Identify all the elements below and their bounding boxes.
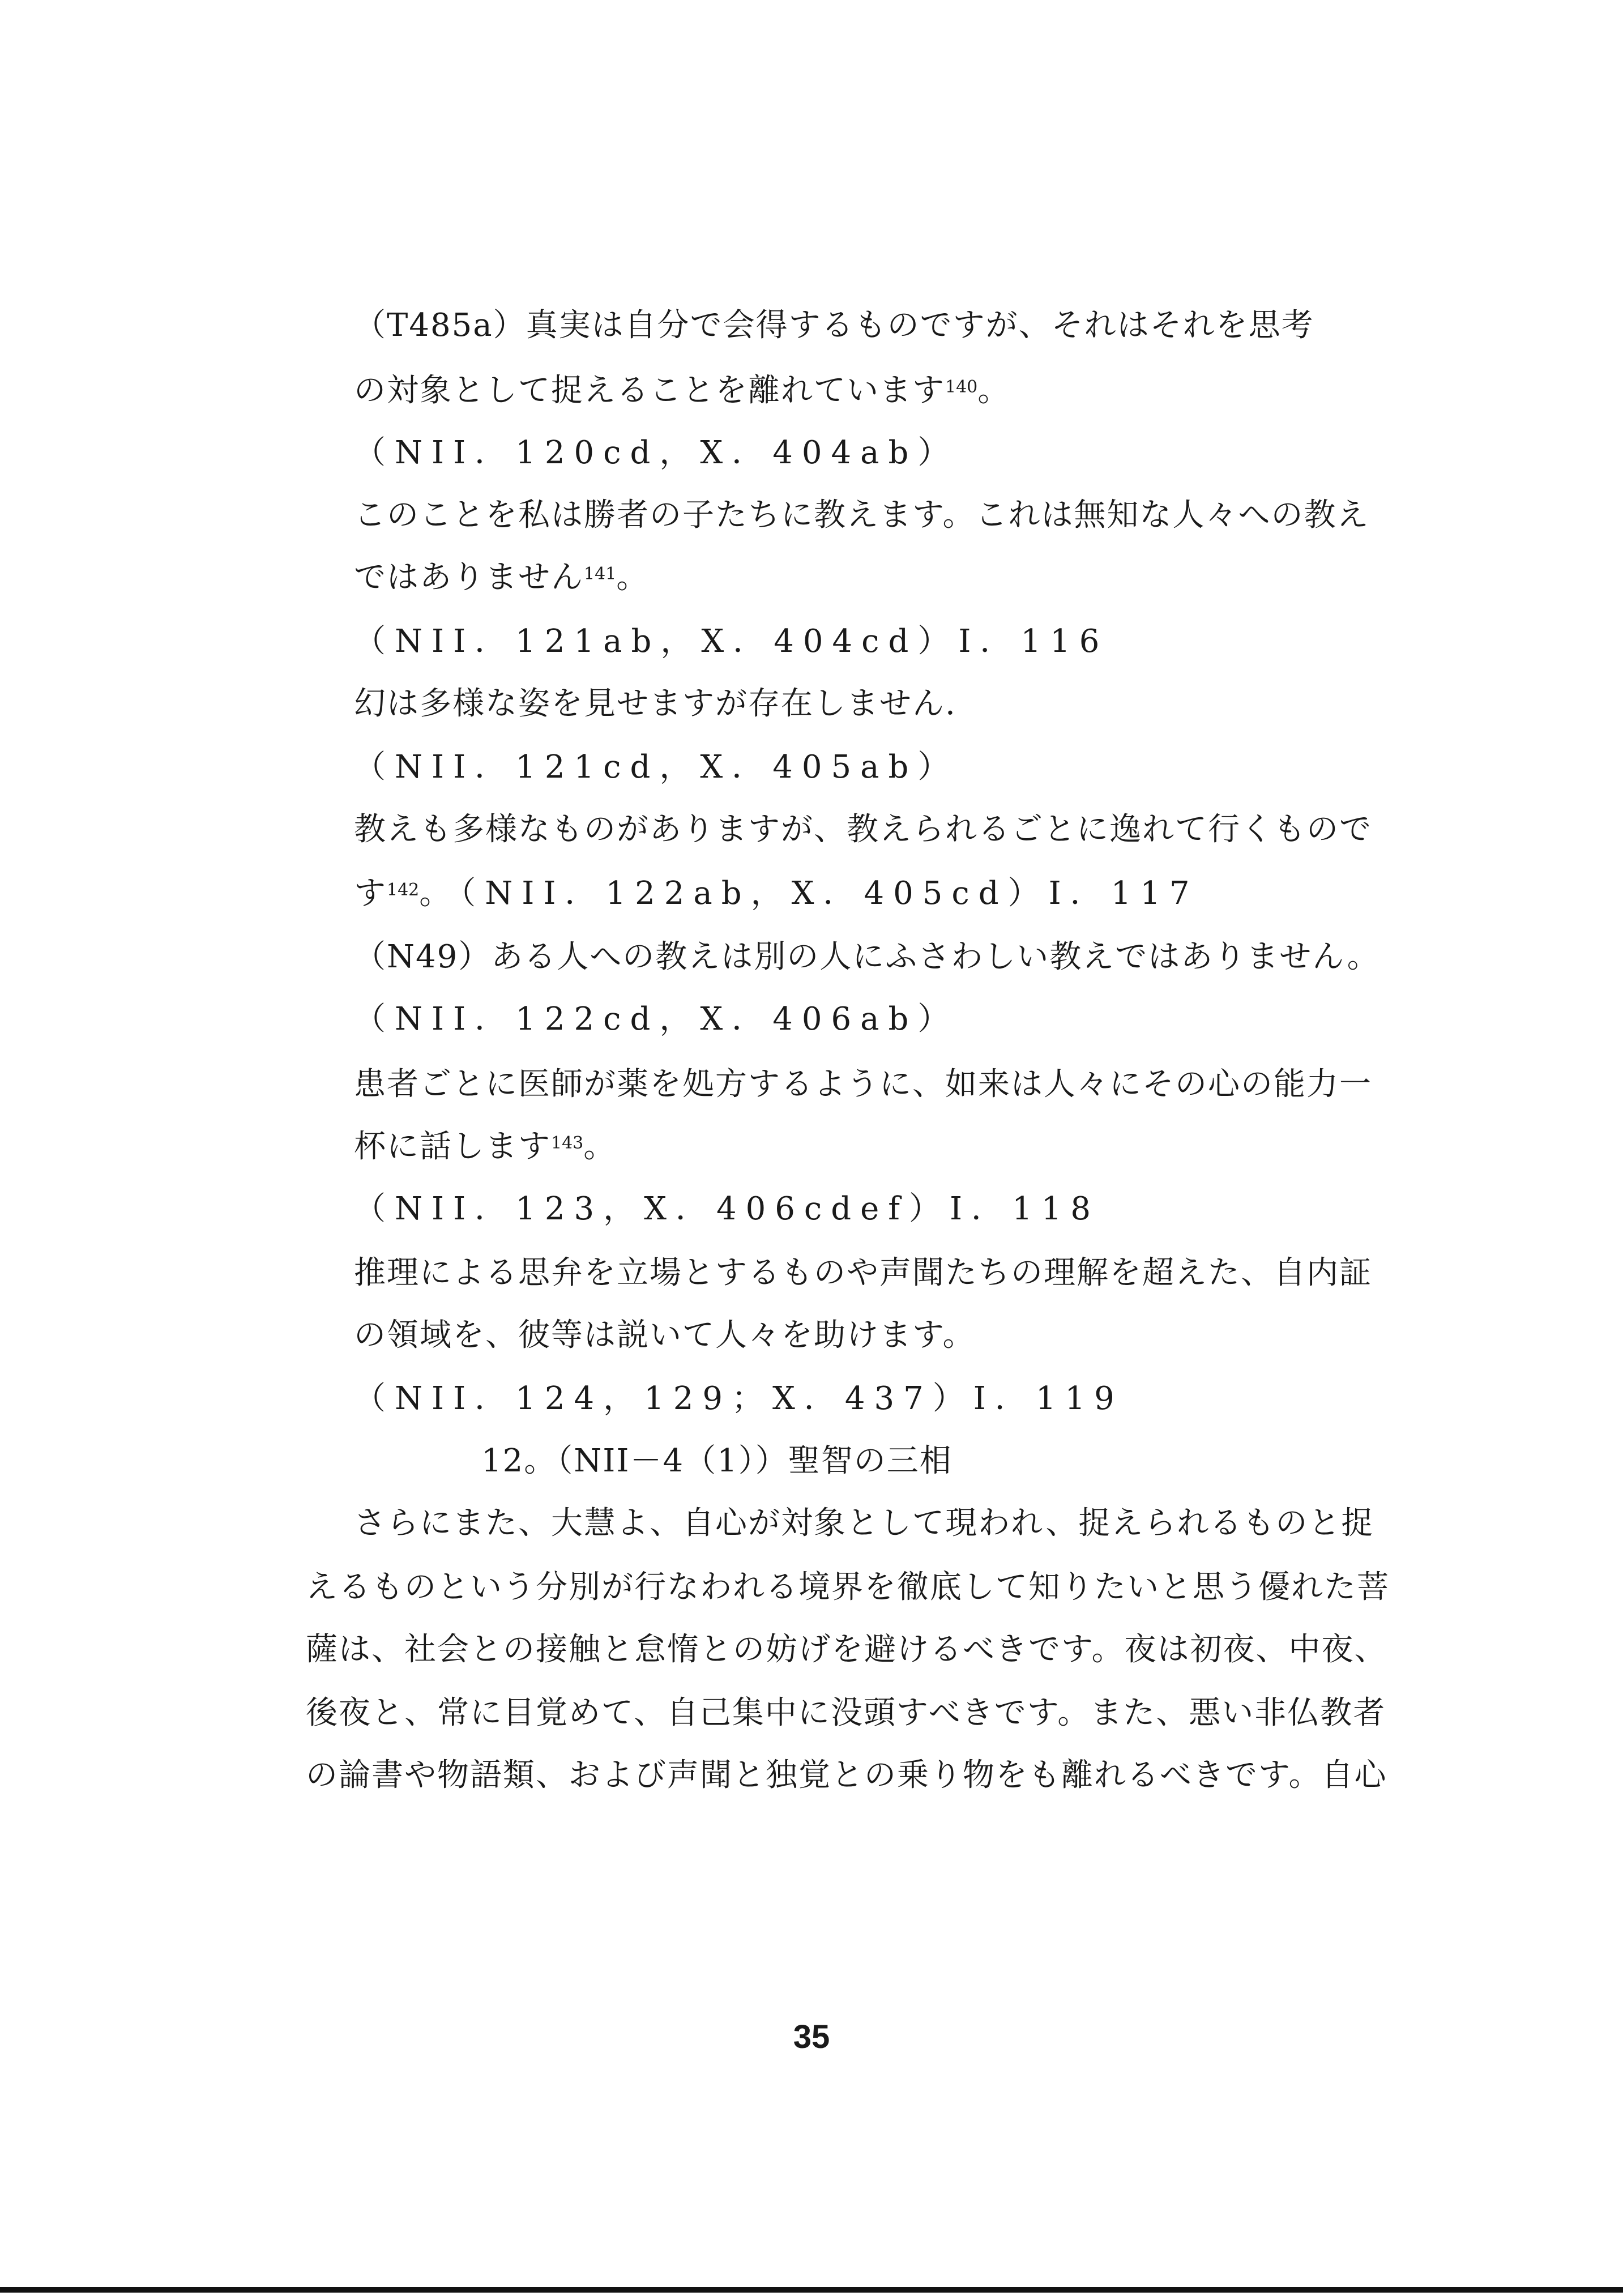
citation-line: （NII．121cd，X．405ab） xyxy=(354,749,959,786)
footnote-marker: 140 xyxy=(945,377,978,397)
text-line: このことを私は勝者の子たちに教えます。これは無知な人々への教え xyxy=(354,497,1370,534)
text-line: ではありません$^{141}$。 xyxy=(354,559,650,596)
footnote-marker: 142 xyxy=(387,880,420,900)
citation-line: （NII．120cd，X．404ab） xyxy=(354,434,959,471)
text-line: の領域を、彼等は説いて人々を助けます。 xyxy=(354,1317,976,1354)
text-line: さらにまた、大慧よ、自心が対象として現われ、捉えられるものと捉 xyxy=(354,1505,1374,1542)
text-line: 患者ごとに医師が薬を処方するように、如来は人々にその心の能力一 xyxy=(354,1066,1372,1103)
text-line: えるものという分別が行なわれる境界を徹底して知りたいと思う優れた菩 xyxy=(306,1569,1390,1606)
text-line: （T485a）真実は自分で会得するものですが、それはそれを思考 xyxy=(354,307,1314,344)
footnote-marker: 141 xyxy=(584,564,617,584)
text-line: 教えも多様なものがありますが、教えられるごとに逸れて行くもので xyxy=(354,811,1372,848)
text-line: の論書や物語類、および声聞と独覚との乗り物をも離れるべきです。自心 xyxy=(306,1757,1387,1794)
text-line: の対象として捉えることを離れています$^{140}$。 xyxy=(354,372,1011,409)
citation-line: （NII．124，129；X．437）I．119 xyxy=(354,1380,1124,1417)
text-line: 後夜と、常に目覚めて、自己集中に没頭すべきです。また、悪い非仏教者 xyxy=(306,1695,1386,1731)
scan-edge-divider xyxy=(0,2287,1623,2293)
citation-line: （NII．123，X．406cdef）I．118 xyxy=(354,1190,1100,1227)
page-number: 35 xyxy=(793,2018,830,2055)
text-line: 幻は多様な姿を見せますが存在しません. xyxy=(354,685,956,722)
text-line: （N49）ある人への教えは別の人にふさわしい教えではありません。 xyxy=(354,938,1380,975)
text-line: す$^{142}$。（NII．122ab，X．405cd）I．117 xyxy=(354,875,1199,912)
section-heading: 12。（NII－4（1））聖智の三相 xyxy=(481,1443,953,1479)
text-line: 薩は、社会との接触と怠惰との妨げを避けるべきです。夜は初夜、中夜、 xyxy=(306,1631,1387,1668)
footnote-marker: 143 xyxy=(551,1133,584,1153)
text-line: 推理による思弁を立場とするものや声聞たちの理解を超えた、自内証 xyxy=(354,1254,1372,1291)
citation-line: （NII．122cd，X．406ab） xyxy=(354,1001,959,1038)
text-line: 杯に話します$^{143}$。 xyxy=(354,1128,617,1165)
citation-line: （NII．121ab，X．404cd）I．116 xyxy=(354,623,1109,660)
